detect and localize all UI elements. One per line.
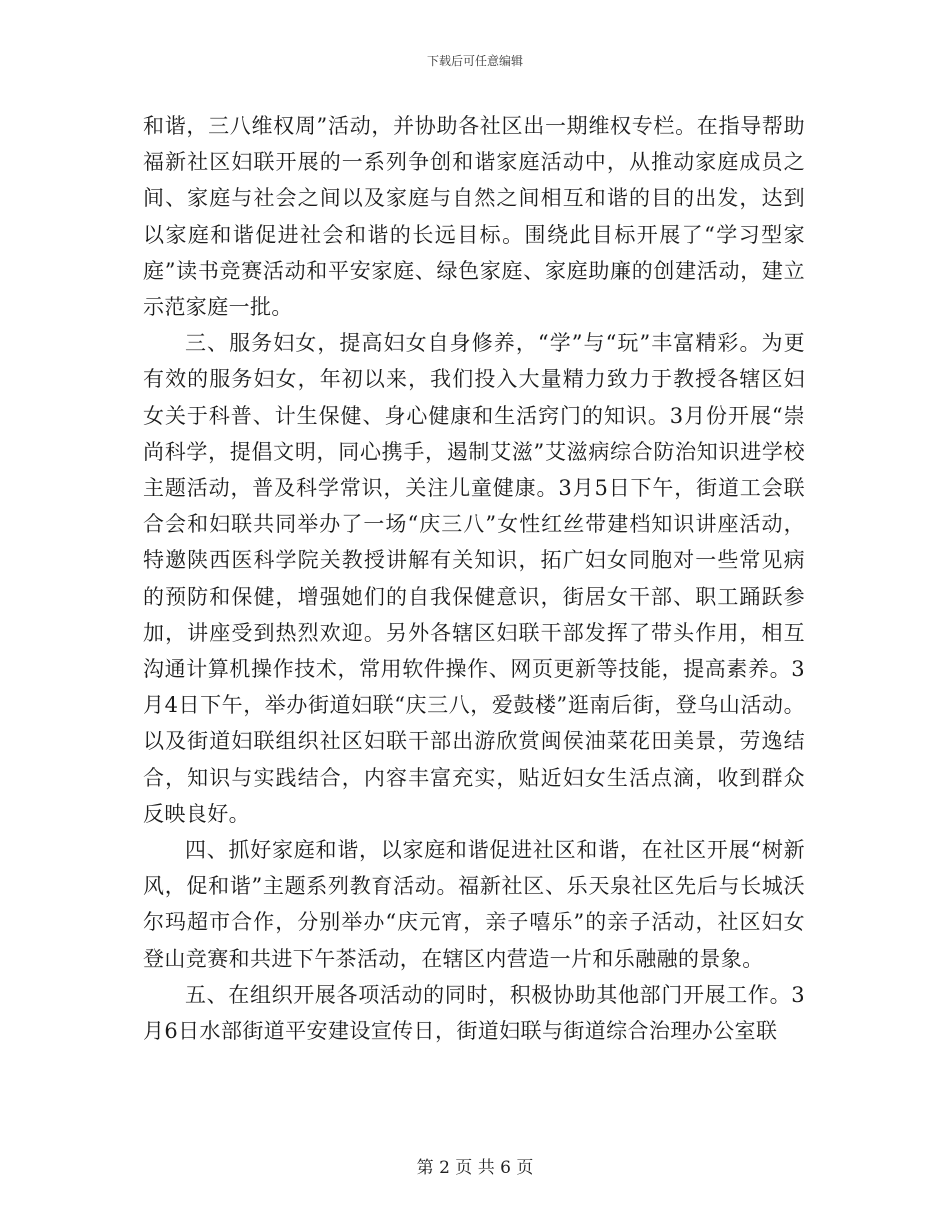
page-number-footer: 第 2 页 共 6 页 xyxy=(416,1158,534,1178)
body-text xyxy=(143,108,805,1049)
paragraph: 四、抓好家庭和谐，以家庭和谐促进社区和谐，在社区开展“树新风，促和谐”主题系列教育活动。福新社区、乐天泉社区先后与长城沃尔玛超市合作，分别举办“庆元宵，亲子嘻乐”的亲子活动，社区妇女登山竞赛和共进下午茶活动，在辖区内营造一片和乐融融的景象。 xyxy=(143,838,805,971)
header-note: 下载后可任意编辑 xyxy=(426,54,523,68)
paragraph: 五、在组织开展各项活动的同时，积极协助其他部门开展工作。3月6日水部街道平安建设宣传日，街道妇联与街道综合治理办公室联 xyxy=(143,982,805,1044)
paragraph: 三、服务妇女，提高妇女自身修养，“学”与“玩”丰富精彩。为更有效的服务妇女，年初以来，我们投入大量精力致力于教授各辖区妇女关于科普、计生保健、身心健康和生活窍门的知识。3月份开展“崇尚科学，提倡文明，同心携手，遏制艾滋”艾滋病综合防治知识进学校主题活动，普及科学常识，关注儿童健康。3月5日下午，街道工会联合会和妇联共同举办了一场“庆三八”女性红丝带建档知识讲座活动，特邀陕西医科学院关教授讲解有关知识，拓广妇女同胞对一些常见病的预防和保健，增强她们的自我保健意识，街居女干部、职工踊跃参加，讲座受到热烈欢迎。另外各辖区妇联干部发挥了带头作用，相互沟通计算机操作技术，常用软件操作、网页更新等技能，提高素养。3月4日下午，举办街道妇联“庆三八，爱鼓楼”逛南后街，登乌山活动。以及街道妇联组织社区妇联干部出游欣赏闽侯油菜花田美景，劳逸结合，知识与实践结合，内容丰富充实，贴近妇女生活点滴，收到群众反映良好。 xyxy=(143,331,805,826)
paragraph: 和谐，三八维权周”活动，并协助各社区出一期维权专栏。在指导帮助福新社区妇联开展的一系列争创和谐家庭活动中，从推动家庭成员之间、家庭与社会之间以及家庭与自然之间相互和谐的目的出发，达到以家庭和谐促进社会和谐的长远目标。围绕此目标开展了“学习型家庭”读书竞赛活动和平安家庭、绿色家庭、家庭助廉的创建活动，建立示范家庭一批。 xyxy=(143,114,805,320)
